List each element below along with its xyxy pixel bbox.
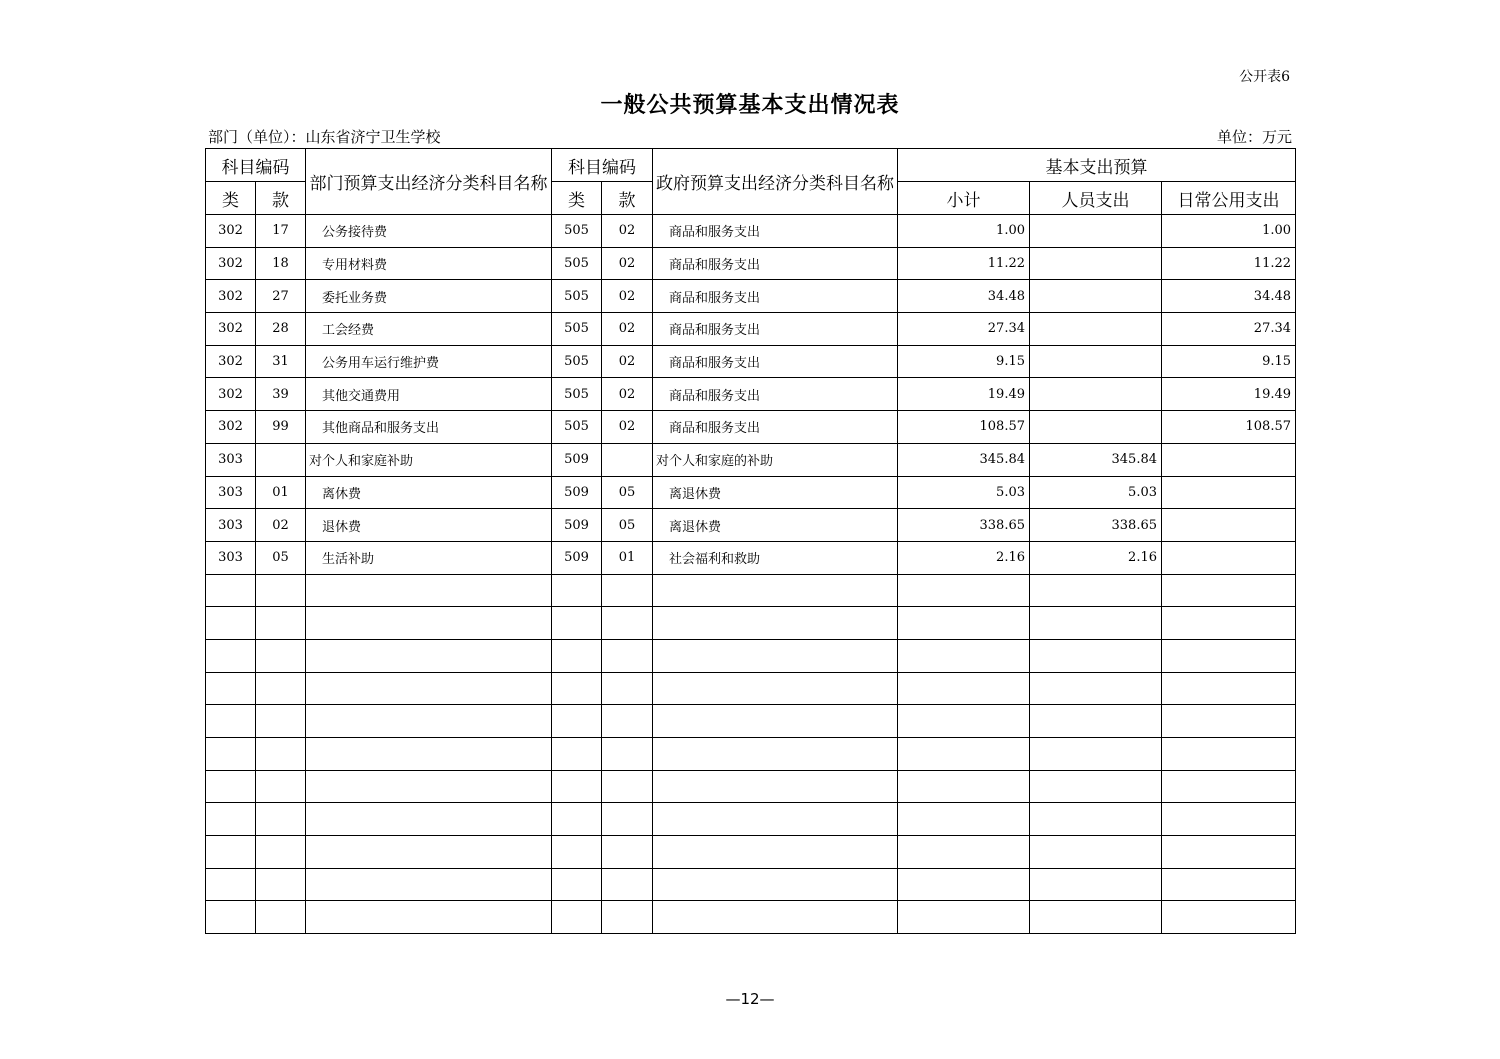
gov-item-cell <box>602 836 653 869</box>
category-cell: 302 <box>206 345 256 378</box>
gov-category-cell <box>552 705 602 738</box>
public-cell: 9.15 <box>1162 345 1296 378</box>
gov-name-cell <box>653 607 898 640</box>
personnel-cell <box>1030 280 1162 313</box>
dept-name-cell: 专用材料费 <box>306 247 552 280</box>
gov-category-cell: 505 <box>552 345 602 378</box>
gov-category-cell <box>552 901 602 934</box>
table-row <box>206 443 1296 476</box>
item-cell <box>256 639 306 672</box>
category-cell <box>206 607 256 640</box>
table-row <box>206 607 1296 640</box>
gov-category-cell <box>552 803 602 836</box>
category-cell <box>206 738 256 771</box>
dept-name-cell <box>306 868 552 901</box>
public-cell <box>1162 509 1296 542</box>
table-row <box>206 378 1296 411</box>
gov-category-cell <box>552 607 602 640</box>
table-row <box>206 803 1296 836</box>
item-cell: 31 <box>256 345 306 378</box>
gov-item-cell: 05 <box>602 509 653 542</box>
personnel-cell <box>1030 313 1162 346</box>
dept-name-cell <box>306 607 552 640</box>
subtotal-cell: 27.34 <box>898 313 1030 346</box>
gov-item-cell <box>602 770 653 803</box>
category-cell <box>206 770 256 803</box>
personnel-cell <box>1030 215 1162 248</box>
gov-name-cell <box>653 705 898 738</box>
item-cell <box>256 803 306 836</box>
gov-item-cell: 02 <box>602 411 653 444</box>
category-cell <box>206 803 256 836</box>
personnel-cell <box>1030 738 1162 771</box>
gov-name-cell <box>653 672 898 705</box>
category-cell: 303 <box>206 541 256 574</box>
item-cell <box>256 868 306 901</box>
personnel-cell <box>1030 345 1162 378</box>
category-cell <box>206 574 256 607</box>
item-cell <box>256 770 306 803</box>
item-cell <box>256 443 306 476</box>
public-cell: 27.34 <box>1162 313 1296 346</box>
item-cell <box>256 738 306 771</box>
gov-name-cell: 商品和服务支出 <box>653 313 898 346</box>
header-gov-category: 类 <box>552 182 602 215</box>
table-row <box>206 215 1296 248</box>
subtotal-cell <box>898 901 1030 934</box>
gov-category-cell: 505 <box>552 378 602 411</box>
unit-label: 单位：万元 <box>1216 128 1292 146</box>
dept-name-cell <box>306 574 552 607</box>
dept-name-cell: 公务用车运行维护费 <box>306 345 552 378</box>
gov-item-cell: 02 <box>602 313 653 346</box>
gov-name-cell <box>653 803 898 836</box>
gov-category-cell: 505 <box>552 247 602 280</box>
department-label: 部门（单位）：山东省济宁卫生学校 <box>208 128 441 146</box>
gov-item-cell: 01 <box>602 541 653 574</box>
subtotal-cell: 19.49 <box>898 378 1030 411</box>
gov-name-cell: 商品和服务支出 <box>653 345 898 378</box>
table-row <box>206 639 1296 672</box>
item-cell <box>256 705 306 738</box>
table-row <box>206 509 1296 542</box>
dept-name-cell <box>306 639 552 672</box>
public-cell <box>1162 639 1296 672</box>
gov-item-cell <box>602 443 653 476</box>
public-cell <box>1162 901 1296 934</box>
public-cell <box>1162 803 1296 836</box>
public-cell <box>1162 672 1296 705</box>
dept-name-cell <box>306 770 552 803</box>
table-row <box>206 280 1296 313</box>
subtotal-cell: 11.22 <box>898 247 1030 280</box>
personnel-cell <box>1030 672 1162 705</box>
dept-name-cell: 其他交通费用 <box>306 378 552 411</box>
dept-name-cell: 公务接待费 <box>306 215 552 248</box>
category-cell: 302 <box>206 378 256 411</box>
gov-name-cell <box>653 574 898 607</box>
subtotal-cell <box>898 574 1030 607</box>
dept-name-cell <box>306 803 552 836</box>
gov-item-cell <box>602 672 653 705</box>
gov-name-cell: 商品和服务支出 <box>653 280 898 313</box>
gov-item-cell <box>602 738 653 771</box>
gov-category-cell <box>552 770 602 803</box>
personnel-cell: 5.03 <box>1030 476 1162 509</box>
item-cell <box>256 901 306 934</box>
header-gov-name: 政府预算支出经济分类科目名称 <box>653 149 898 215</box>
gov-name-cell: 离退休费 <box>653 476 898 509</box>
personnel-cell <box>1030 411 1162 444</box>
table-row <box>206 313 1296 346</box>
header-gov-item: 款 <box>602 182 653 215</box>
table-row <box>206 345 1296 378</box>
table-row <box>206 705 1296 738</box>
category-cell: 302 <box>206 247 256 280</box>
header-subtotal: 小计 <box>898 182 1030 215</box>
gov-name-cell <box>653 868 898 901</box>
gov-name-cell <box>653 836 898 869</box>
dept-name-cell <box>306 738 552 771</box>
header-subject-code: 科目编码 <box>206 149 306 182</box>
table-row <box>206 411 1296 444</box>
subtotal-cell: 2.16 <box>898 541 1030 574</box>
item-cell: 28 <box>256 313 306 346</box>
header-gov-subject-code: 科目编码 <box>552 149 653 182</box>
page-title: 一般公共预算基本支出情况表 <box>600 93 900 118</box>
table-row <box>206 574 1296 607</box>
gov-item-cell <box>602 607 653 640</box>
public-cell <box>1162 541 1296 574</box>
dept-name-cell: 离休费 <box>306 476 552 509</box>
gov-category-cell: 509 <box>552 509 602 542</box>
gov-item-cell: 02 <box>602 215 653 248</box>
public-cell <box>1162 476 1296 509</box>
gov-item-cell <box>602 901 653 934</box>
personnel-cell <box>1030 770 1162 803</box>
subtotal-cell <box>898 672 1030 705</box>
item-cell <box>256 607 306 640</box>
table-row <box>206 738 1296 771</box>
gov-item-cell <box>602 803 653 836</box>
gov-name-cell <box>653 901 898 934</box>
dept-name-cell <box>306 705 552 738</box>
dept-name-cell: 委托业务费 <box>306 280 552 313</box>
header-basic-budget: 基本支出预算 <box>898 149 1296 182</box>
personnel-cell <box>1030 901 1162 934</box>
gov-category-cell <box>552 574 602 607</box>
personnel-cell <box>1030 574 1162 607</box>
table-row <box>206 901 1296 934</box>
budget-table <box>205 148 1296 934</box>
category-cell: 302 <box>206 215 256 248</box>
dept-name-cell: 生活补助 <box>306 541 552 574</box>
gov-item-cell <box>602 868 653 901</box>
personnel-cell: 345.84 <box>1030 443 1162 476</box>
category-cell <box>206 672 256 705</box>
table-row <box>206 541 1296 574</box>
dept-name-cell: 对个人和家庭补助 <box>306 443 552 476</box>
category-cell <box>206 639 256 672</box>
subtotal-cell <box>898 639 1030 672</box>
header-dept-name: 部门预算支出经济分类科目名称 <box>306 149 552 215</box>
item-cell <box>256 836 306 869</box>
gov-category-cell <box>552 672 602 705</box>
table-row <box>206 836 1296 869</box>
table-row <box>206 770 1296 803</box>
gov-name-cell: 离退休费 <box>653 509 898 542</box>
gov-item-cell <box>602 574 653 607</box>
public-cell: 11.22 <box>1162 247 1296 280</box>
table-row <box>206 476 1296 509</box>
category-cell: 302 <box>206 313 256 346</box>
gov-category-cell <box>552 639 602 672</box>
gov-item-cell <box>602 705 653 738</box>
header-category: 类 <box>206 182 256 215</box>
public-cell: 19.49 <box>1162 378 1296 411</box>
gov-name-cell: 商品和服务支出 <box>653 247 898 280</box>
gov-category-cell: 505 <box>552 215 602 248</box>
item-cell <box>256 672 306 705</box>
personnel-cell: 2.16 <box>1030 541 1162 574</box>
header-public: 日常公用支出 <box>1162 182 1296 215</box>
item-cell: 02 <box>256 509 306 542</box>
gov-name-cell: 商品和服务支出 <box>653 378 898 411</box>
category-cell <box>206 901 256 934</box>
personnel-cell <box>1030 247 1162 280</box>
gov-name-cell <box>653 639 898 672</box>
gov-category-cell: 509 <box>552 443 602 476</box>
subtotal-cell: 9.15 <box>898 345 1030 378</box>
gov-category-cell: 505 <box>552 280 602 313</box>
public-cell <box>1162 607 1296 640</box>
table-row <box>206 868 1296 901</box>
gov-category-cell <box>552 836 602 869</box>
header-item: 款 <box>256 182 306 215</box>
item-cell: 39 <box>256 378 306 411</box>
subtotal-cell: 1.00 <box>898 215 1030 248</box>
subtotal-cell <box>898 607 1030 640</box>
item-cell <box>256 574 306 607</box>
public-cell <box>1162 705 1296 738</box>
dept-name-cell <box>306 672 552 705</box>
dept-name-cell: 其他商品和服务支出 <box>306 411 552 444</box>
gov-name-cell: 对个人和家庭的补助 <box>653 443 898 476</box>
subtotal-cell <box>898 770 1030 803</box>
personnel-cell <box>1030 639 1162 672</box>
category-cell: 302 <box>206 411 256 444</box>
public-cell: 1.00 <box>1162 215 1296 248</box>
personnel-cell <box>1030 868 1162 901</box>
public-cell <box>1162 738 1296 771</box>
gov-category-cell: 505 <box>552 313 602 346</box>
gov-item-cell: 02 <box>602 247 653 280</box>
public-cell: 108.57 <box>1162 411 1296 444</box>
personnel-cell <box>1030 705 1162 738</box>
gov-item-cell: 05 <box>602 476 653 509</box>
item-cell: 05 <box>256 541 306 574</box>
gov-item-cell <box>602 639 653 672</box>
category-cell <box>206 836 256 869</box>
category-cell: 303 <box>206 509 256 542</box>
gov-name-cell <box>653 738 898 771</box>
form-number: 公开表6 <box>1239 69 1290 85</box>
personnel-cell <box>1030 607 1162 640</box>
category-cell: 303 <box>206 476 256 509</box>
gov-name-cell <box>653 770 898 803</box>
table-row <box>206 247 1296 280</box>
subtotal-cell: 345.84 <box>898 443 1030 476</box>
personnel-cell <box>1030 378 1162 411</box>
public-cell <box>1162 836 1296 869</box>
gov-name-cell: 商品和服务支出 <box>653 411 898 444</box>
public-cell <box>1162 868 1296 901</box>
subtotal-cell <box>898 738 1030 771</box>
item-cell: 27 <box>256 280 306 313</box>
gov-item-cell: 02 <box>602 280 653 313</box>
dept-name-cell: 工会经费 <box>306 313 552 346</box>
gov-category-cell: 505 <box>552 411 602 444</box>
category-cell: 303 <box>206 443 256 476</box>
public-cell <box>1162 574 1296 607</box>
gov-name-cell: 社会福利和救助 <box>653 541 898 574</box>
subtotal-cell: 34.48 <box>898 280 1030 313</box>
category-cell <box>206 868 256 901</box>
subtotal-cell <box>898 836 1030 869</box>
item-cell: 18 <box>256 247 306 280</box>
subtotal-cell <box>898 868 1030 901</box>
subtotal-cell: 5.03 <box>898 476 1030 509</box>
gov-category-cell: 509 <box>552 476 602 509</box>
gov-item-cell: 02 <box>602 378 653 411</box>
item-cell: 17 <box>256 215 306 248</box>
gov-category-cell: 509 <box>552 541 602 574</box>
gov-name-cell: 商品和服务支出 <box>653 215 898 248</box>
subtotal-cell: 338.65 <box>898 509 1030 542</box>
public-cell <box>1162 443 1296 476</box>
header-personnel: 人员支出 <box>1030 182 1162 215</box>
subtotal-cell <box>898 705 1030 738</box>
personnel-cell: 338.65 <box>1030 509 1162 542</box>
dept-name-cell <box>306 901 552 934</box>
subtotal-cell: 108.57 <box>898 411 1030 444</box>
gov-category-cell <box>552 868 602 901</box>
item-cell: 01 <box>256 476 306 509</box>
dept-name-cell <box>306 836 552 869</box>
public-cell <box>1162 770 1296 803</box>
personnel-cell <box>1030 803 1162 836</box>
dept-name-cell: 退休费 <box>306 509 552 542</box>
subtotal-cell <box>898 803 1030 836</box>
public-cell: 34.48 <box>1162 280 1296 313</box>
gov-item-cell: 02 <box>602 345 653 378</box>
page-number: —12— <box>725 990 775 1008</box>
category-cell: 302 <box>206 280 256 313</box>
personnel-cell <box>1030 836 1162 869</box>
gov-category-cell <box>552 738 602 771</box>
category-cell <box>206 705 256 738</box>
item-cell: 99 <box>256 411 306 444</box>
table-row <box>206 672 1296 705</box>
